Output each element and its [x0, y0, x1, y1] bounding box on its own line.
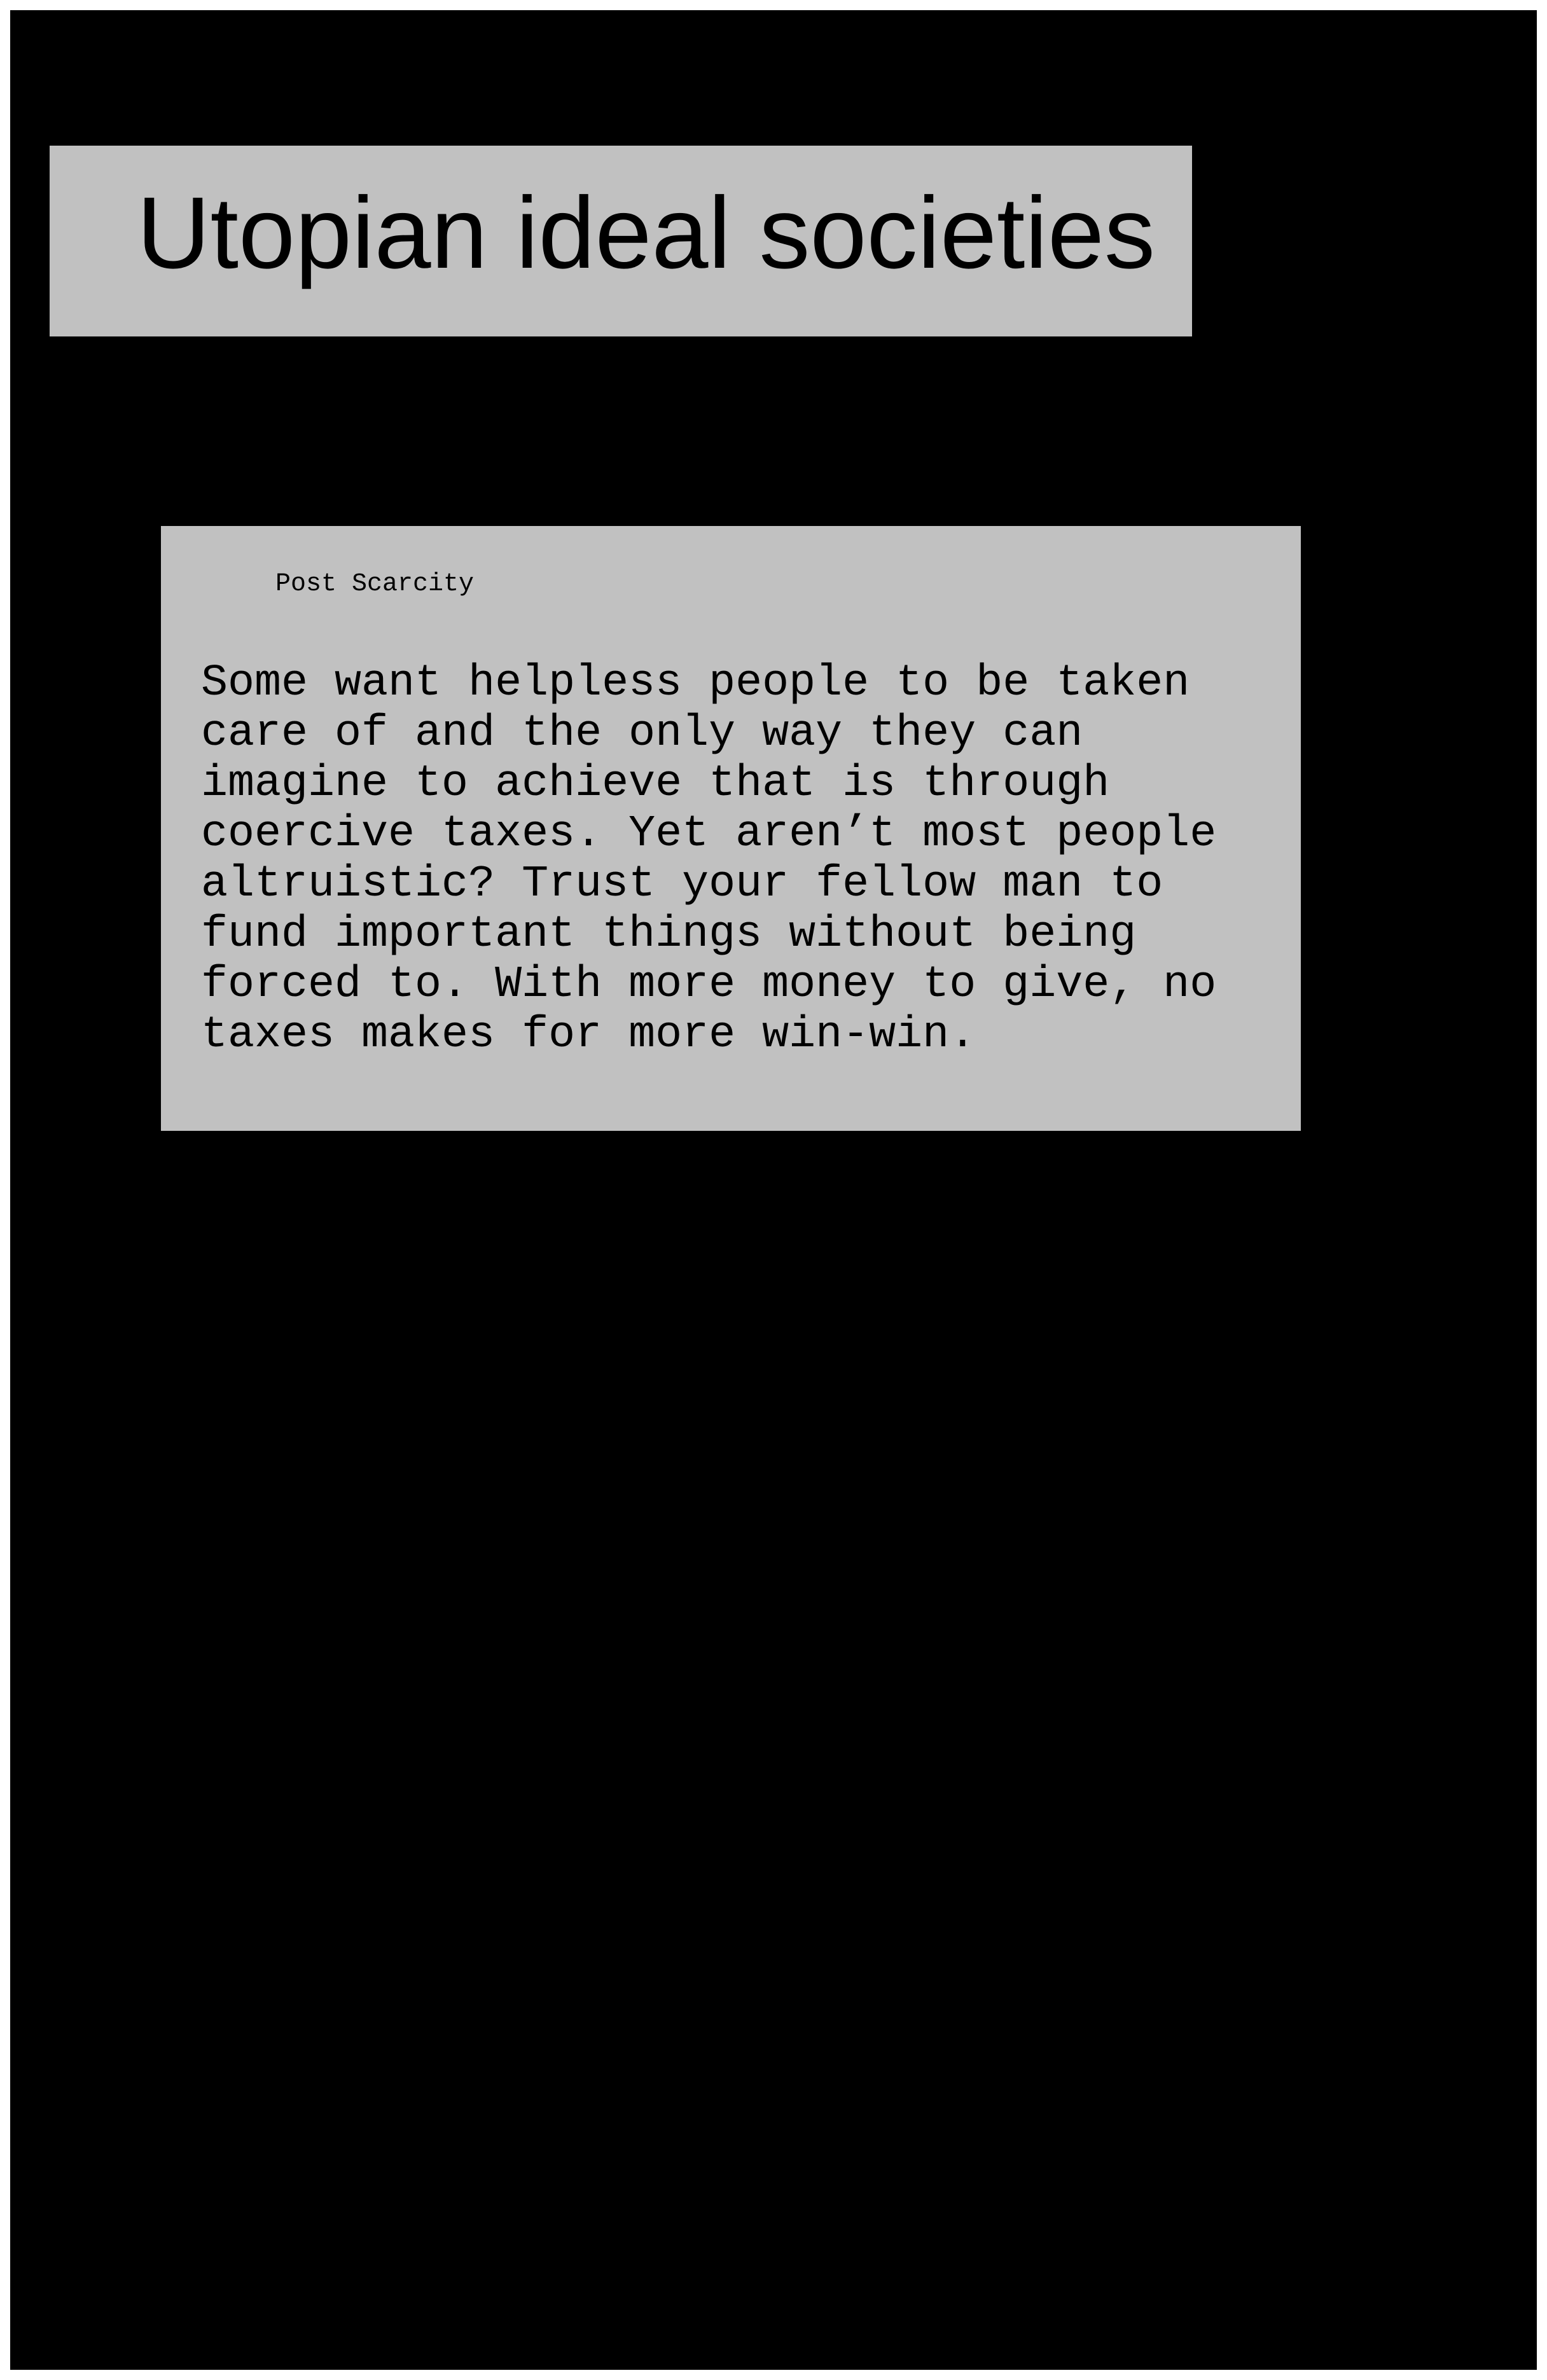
card-label: Post Scarcity	[275, 570, 475, 598]
page-background	[10, 10, 1537, 2370]
title-banner	[50, 146, 1192, 336]
card-body-text: Some want helpless people to be taken care of and the only way they can imagine to achieve that is through coercive taxes. Yet aren’t most people altruistic? Trust your fellow man to fund important things without being forced to. With more money to give, no taxes makes for more win-win.	[201, 658, 1217, 1060]
text-card	[161, 526, 1301, 1131]
page-title: Utopian ideal societies	[137, 176, 1155, 289]
